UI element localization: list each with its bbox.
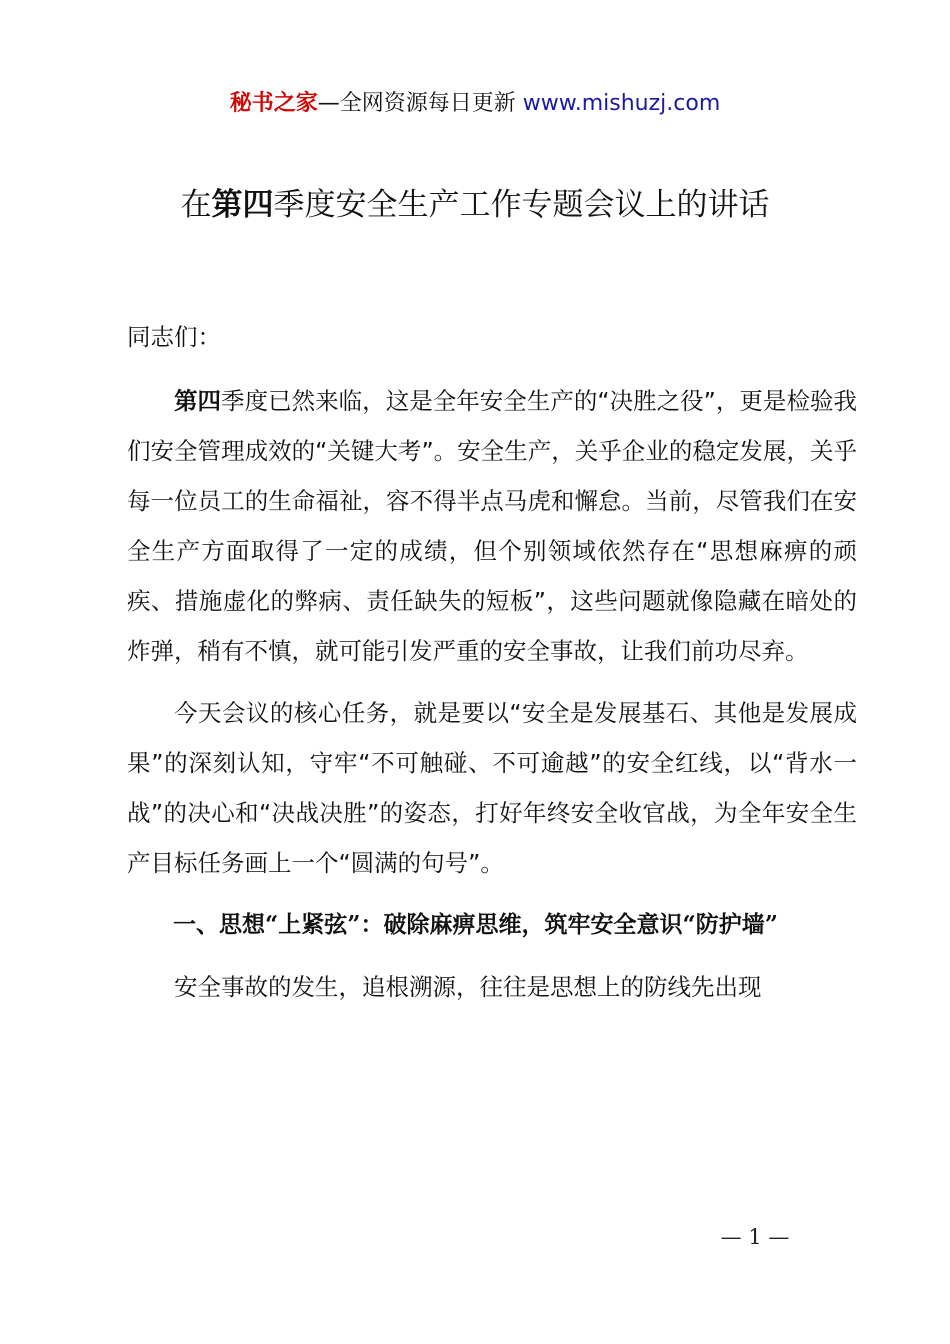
paragraph-2: 今天会议的核心任务，就是要以“安全是发展基石、其他是发展成果”的深刻认知，守牢“不可触碰、不可逾越”的安全红线，以“背水一战”的决心和“决战决胜”的姿态，打好年终安全收官战，为全年安全生产目标任务画上一个“圆满的句号”。 [127, 699, 857, 877]
speech-body [127, 312, 857, 1024]
site-url-link[interactable]: www.mishuzj.com [522, 91, 721, 116]
paragraph-1-emphasis: 第四 [174, 387, 222, 415]
title-prefix: 在 [180, 187, 212, 223]
title-rest: 季度安全生产工作专题会议上的讲话 [273, 187, 770, 223]
page-title [0, 183, 950, 227]
paragraph-1-text: 季度已然来临，这是全年安全生产的“决胜之役”，更是检验我们安全管理成效的“关键大考”。安全生产，关乎企业的稳定发展，关乎每一位员工的生命福祉，容不得半点马虎和懈怠。当前，尽管我们在安全生产方面取得了一定的成绩，但个别领域依然存在“思想麻痹的顽疾、措施虚化的弊病、责任缺失的短板”，这些问题就像隐藏在暗处的炸弹，稍有不慎，就可能引发严重的安全事故，让我们前功尽弃。 [127, 387, 857, 665]
paragraph-1 [127, 376, 857, 676]
brand-name: 秘书之家 [229, 91, 318, 116]
paragraph-3: 安全事故的发生，追根溯源，往往是思想上的防线先出现 [174, 973, 762, 1001]
header-slogan: —全网资源每日更新 [317, 91, 516, 116]
title-emphasis: 第四 [211, 187, 274, 223]
site-header [0, 88, 950, 120]
page-number: — 1 — [720, 1225, 790, 1249]
salutation: 同志们： [127, 323, 221, 351]
section-heading-1: 一、思想“上紧弦”：破除麻痹思维，筑牢安全意识“防护墙” [173, 911, 778, 938]
